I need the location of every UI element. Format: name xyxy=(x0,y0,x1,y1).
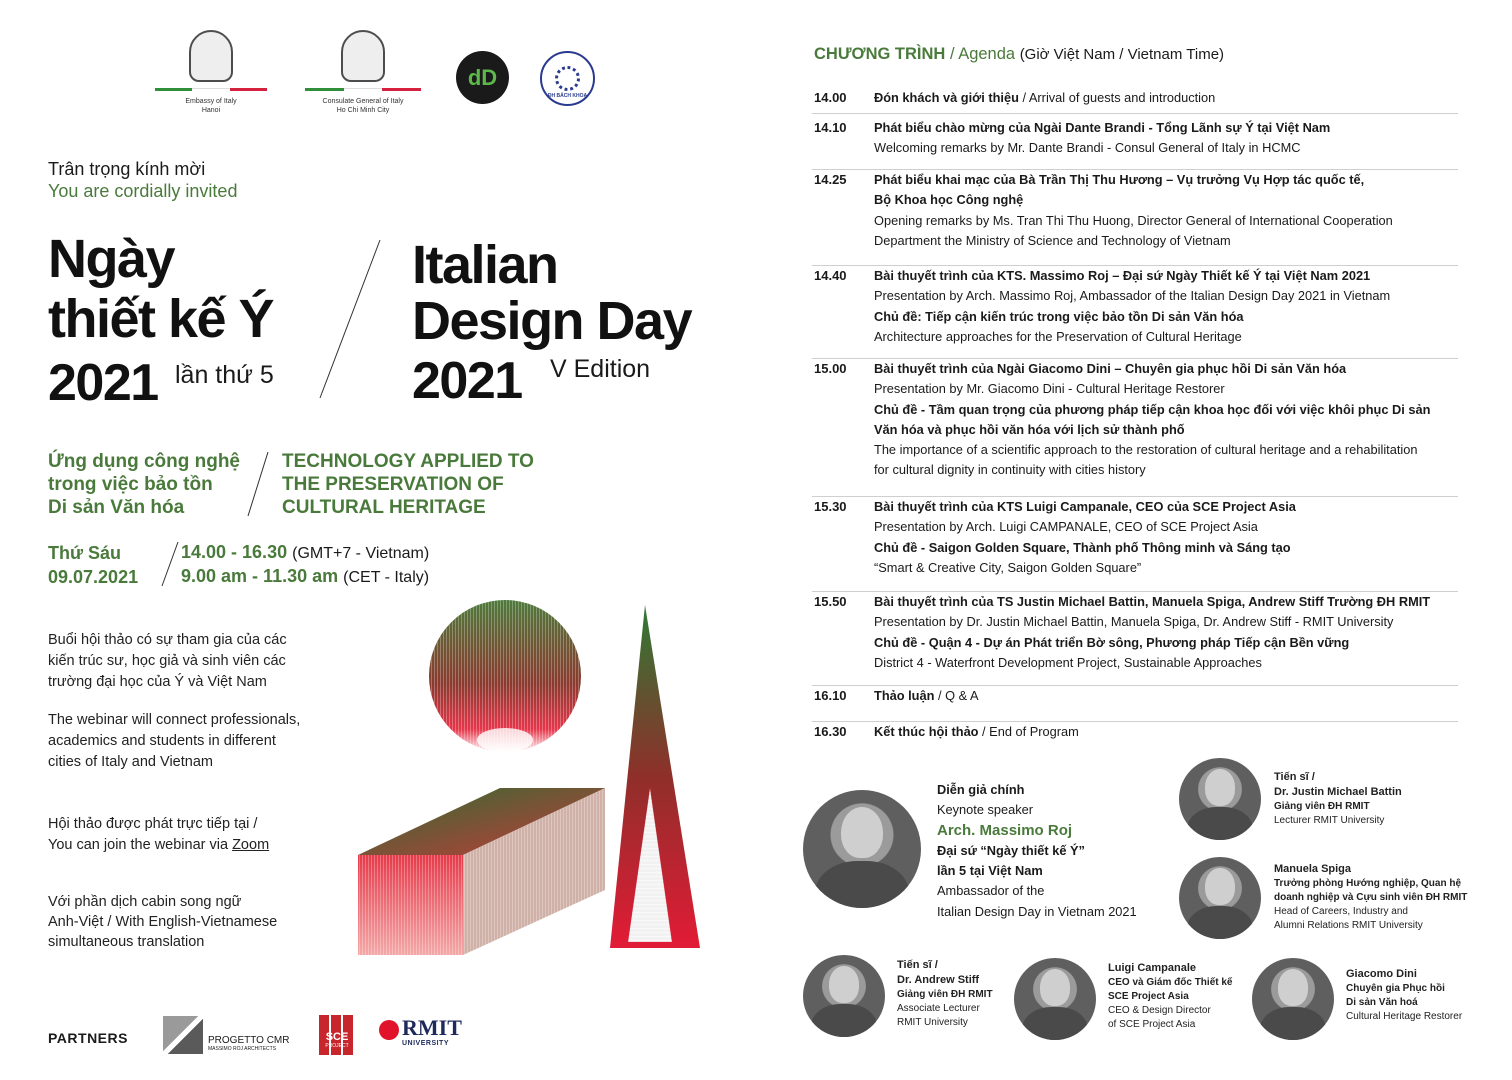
description-line: academics and students in different xyxy=(48,733,276,749)
agenda-line-vn: Thảo luận xyxy=(874,688,935,703)
speaker-role-en: Cultural Heritage Restorer xyxy=(1346,1011,1463,1022)
progetto-cmr-name: PROGETTO CMR xyxy=(208,1035,290,1046)
agenda-line-vn: Chủ đề - Saigon Golden Square, Thành phố Thông minh và Sáng tạo xyxy=(874,539,1291,555)
logo-caption: Ho Chi Minh City xyxy=(336,107,390,114)
time-vietnam-zone: (GMT+7 - Vietnam) xyxy=(292,545,430,562)
invite-en: You are cordially invited xyxy=(48,181,238,201)
description-line: The webinar will connect professionals, xyxy=(48,712,301,728)
hero-en-line2: Design Day xyxy=(412,291,692,351)
speaker-role-en: Alumni Relations RMIT University xyxy=(1274,920,1423,931)
agenda-row xyxy=(812,722,1458,754)
keynote-role-vn: Đại sứ “Ngày thiết kế Ý” xyxy=(937,842,1085,858)
topic-en-line: TECHNOLOGY APPLIED TO xyxy=(282,451,534,472)
topic-vn xyxy=(48,450,240,519)
progetto-cmr-sub: MASSIMO ROJ ARCHITECTS xyxy=(208,1046,277,1052)
agenda-line-en: / Q & A xyxy=(934,688,979,703)
agenda-time: 14.10 xyxy=(814,120,847,135)
dd-logo xyxy=(456,51,509,104)
agenda-line xyxy=(874,266,1464,286)
agenda-line xyxy=(874,307,1464,327)
agenda-row xyxy=(812,497,1458,592)
time-vietnam xyxy=(181,540,429,566)
agenda-line-en: Presentation by Arch. Massimo Roj, Ambassador of the Italian Design Day 2021 in Vietnam xyxy=(874,288,1391,304)
time-vietnam-range: 14.00 - 16.30 xyxy=(181,542,288,562)
speaker-battin-photo xyxy=(1179,758,1261,840)
italy-emblem-icon xyxy=(189,30,233,82)
live-stream-en: You can join the webinar via xyxy=(48,837,229,853)
event-day: Thứ Sáu xyxy=(48,543,122,563)
agenda-line-vn: Kết thúc hội thảo xyxy=(874,724,979,739)
progetto-cmr-logo xyxy=(208,1035,289,1053)
agenda-time: 15.50 xyxy=(814,594,847,609)
agenda-row xyxy=(812,686,1458,722)
agenda-line-vn: Chủ đề - Quận 4 - Dự án Phát triển Bờ sông, Phương pháp Tiếp cận Bền vững xyxy=(874,634,1350,650)
agenda-line xyxy=(874,118,1464,138)
speaker-role-vn: SCE Project Asia xyxy=(1108,991,1189,1002)
box-shape xyxy=(358,788,605,955)
spire-shape xyxy=(610,605,700,948)
agenda-text xyxy=(874,722,1464,742)
italy-flag-line xyxy=(155,88,267,91)
speaker-role-en: RMIT University xyxy=(897,1017,968,1028)
hero-divider-slash xyxy=(318,240,382,400)
agenda-line xyxy=(874,497,1464,517)
keynote-role-vn: lần 5 tại Việt Nam xyxy=(937,863,1043,879)
rmit-logo xyxy=(402,1017,462,1049)
agenda-text xyxy=(874,88,1464,108)
agenda-time: 16.30 xyxy=(814,724,847,739)
speaker-role-en: of SCE Project Asia xyxy=(1108,1019,1196,1030)
agenda-text xyxy=(874,170,1464,251)
agenda-line-en: “Smart & Creative City, Saigon Golden Square” xyxy=(874,559,1142,575)
agenda-line xyxy=(874,440,1464,460)
time-italy xyxy=(181,564,429,590)
translation-line: Anh-Việt / With English-Vietnamese xyxy=(48,914,278,930)
agenda-line xyxy=(874,538,1464,558)
hero-en-edition: V Edition xyxy=(550,355,651,383)
sphere-shape xyxy=(429,600,581,752)
agenda-line-vn: Văn hóa và phục hồi văn hóa với lịch sử thành phố xyxy=(874,421,1185,437)
speaker-role-en: CEO & Design Director xyxy=(1108,1005,1211,1016)
agenda-time: 14.00 xyxy=(814,90,847,105)
agenda-line-vn: Bài thuyết trình của KTS Luigi Campanale, CEO của SCE Project Asia xyxy=(874,499,1296,514)
agenda-line-en: for cultural dignity in continuity with cities history xyxy=(874,462,1146,478)
agenda-line-en: Department the Ministry of Science and Technology of Vietnam xyxy=(874,232,1231,248)
speaker-dini-info xyxy=(1346,967,1462,1024)
agenda-row xyxy=(812,118,1458,170)
agenda-text xyxy=(874,118,1464,159)
agenda-line-en: Opening remarks by Ms. Tran Thi Thu Huong, Director General of International Cooperation xyxy=(874,212,1393,228)
agenda-line-vn: Bộ Khoa học Công nghệ xyxy=(874,192,1024,208)
speaker-title: Tiến sĩ / xyxy=(897,959,938,971)
agenda-line-en: The importance of a scientific approach to the restoration of cultural heritage and a rehabilitation xyxy=(874,442,1418,458)
speaker-name: Giacomo Dini xyxy=(1346,968,1417,980)
live-stream-info xyxy=(48,814,269,856)
agenda-title-tz: (Giờ Việt Nam / Vietnam Time) xyxy=(1019,46,1225,63)
hero-en-line1: Italian xyxy=(412,235,558,295)
agenda-line-en: / Arrival of guests and introduction xyxy=(1018,90,1216,105)
speaker-role-vn: Chuyên gia Phục hồi xyxy=(1346,983,1445,994)
hero-vn-line2: thiết kế Ý xyxy=(48,289,274,349)
speaker-dini-photo xyxy=(1252,958,1334,1040)
agenda-line-en: / End of Program xyxy=(978,724,1079,739)
speaker-stiff-info xyxy=(897,958,993,1030)
keynote-name: Arch. Massimo Roj xyxy=(937,821,1073,839)
description-vn xyxy=(48,630,287,693)
keynote-label-vn: Diễn giả chính xyxy=(937,782,1025,797)
agenda-text xyxy=(874,592,1464,673)
hero-en-year: 2021 xyxy=(412,352,522,410)
keynote-label-en: Keynote speaker xyxy=(937,802,1034,818)
agenda-line-en: District 4 - Waterfront Development Project, Sustainable Approaches xyxy=(874,654,1262,670)
agenda-line xyxy=(874,170,1464,190)
agenda-line xyxy=(874,612,1464,632)
speaker-role-en: Associate Lecturer xyxy=(897,1003,980,1014)
logo-embassy-hanoi xyxy=(155,30,267,115)
description-en xyxy=(48,710,300,773)
sce-logo xyxy=(319,1015,355,1055)
agenda-line-en: Presentation by Dr. Justin Michael Battin, Manuela Spiga, Dr. Andrew Stiff - RMIT University xyxy=(874,614,1394,630)
seal-gear-icon xyxy=(555,66,580,91)
keynote-role-en: Italian Design Day in Vietnam 2021 xyxy=(937,903,1137,919)
topic-vn-line: Ứng dụng công nghệ xyxy=(48,451,241,472)
agenda-line-en: Presentation by Mr. Giacomo Dini - Cultural Heritage Restorer xyxy=(874,381,1225,397)
agenda-line xyxy=(874,211,1464,231)
logo-caption: Consulate General of Italy xyxy=(322,98,404,105)
agenda-line xyxy=(874,138,1464,158)
agenda-line-vn: Chủ đề - Tầm quan trọng của phương pháp tiếp cận khoa học đối với việc khôi phục Di sản xyxy=(874,401,1431,417)
agenda-line xyxy=(874,88,1464,108)
agenda-line-vn: Bài thuyết trình của Ngài Giacomo Dini – Chuyên gia phục hồi Di sản Văn hóa xyxy=(874,361,1347,376)
agenda-line xyxy=(874,653,1464,673)
university-seal-logo xyxy=(540,51,595,106)
keynote-photo xyxy=(803,790,921,908)
agenda-line xyxy=(874,327,1464,347)
agenda-line-vn: Phát biểu khai mạc của Bà Trần Thị Thu Hương – Vụ trưởng Vụ Hợp tác quốc tế, xyxy=(874,172,1365,187)
dd-logo-text: dD xyxy=(467,65,498,90)
speaker-role-en: Head of Careers, Industry and xyxy=(1274,906,1408,917)
speaker-name: Manuela Spiga xyxy=(1274,863,1352,875)
speaker-role-vn: Giảng viên ĐH RMIT xyxy=(897,989,993,1000)
agenda-row xyxy=(812,592,1458,686)
description-line: cities of Italy and Vietnam xyxy=(48,754,213,770)
rmit-icon xyxy=(379,1020,399,1040)
speaker-role-vn: CEO và Giám đốc Thiết kế xyxy=(1108,977,1233,988)
time-italy-zone: (CET - Italy) xyxy=(343,569,430,586)
agenda-line xyxy=(874,359,1464,379)
agenda-line xyxy=(874,558,1464,578)
description-line: kiến trúc sư, học giả và sinh viên các xyxy=(48,653,286,669)
agenda-line xyxy=(874,190,1464,210)
agenda-time: 15.00 xyxy=(814,361,847,376)
speaker-title: Tiến sĩ / xyxy=(1274,771,1315,783)
agenda-line-vn: Đón khách và giới thiệu xyxy=(874,90,1019,105)
sce-logo-sub: PROJECT xyxy=(325,1043,349,1049)
artwork-illustration xyxy=(350,600,710,960)
agenda-time: 16.10 xyxy=(814,688,847,703)
speaker-campanale-photo xyxy=(1014,958,1096,1040)
agenda-line xyxy=(874,400,1464,420)
agenda-text xyxy=(874,686,1464,706)
logo-consulate-hcmc xyxy=(305,30,421,115)
speaker-spiga-info xyxy=(1274,862,1467,933)
rmit-sub: UNIVERSITY xyxy=(402,1040,450,1047)
speaker-role-vn: Giảng viên ĐH RMIT xyxy=(1274,801,1370,812)
rmit-name: RMIT xyxy=(402,1015,462,1040)
agenda-row xyxy=(812,88,1458,114)
speaker-role-vn: Di sản Văn hoá xyxy=(1346,997,1418,1008)
agenda-title xyxy=(814,44,1224,65)
agenda-row xyxy=(812,266,1458,359)
agenda-time: 15.30 xyxy=(814,499,847,514)
agenda-line-vn: Phát biểu chào mừng của Ngài Dante Brandi - Tổng Lãnh sự Ý tại Việt Nam xyxy=(874,120,1331,135)
agenda-line-vn: Chủ đề: Tiếp cận kiến trúc trong việc bảo tồn Di sản Văn hóa xyxy=(874,308,1244,324)
agenda-line-en: Welcoming remarks by Mr. Dante Brandi - Consul General of Italy in HCMC xyxy=(874,140,1301,156)
sce-logo-text: SCE xyxy=(325,1031,349,1043)
keynote-info xyxy=(937,780,1137,922)
agenda-line-en: Architecture approaches for the Preservation of Cultural Heritage xyxy=(874,328,1242,344)
topic-en-line: THE PRESERVATION OF xyxy=(282,474,504,495)
agenda-line-vn: Bài thuyết trình của TS Justin Michael Battin, Manuela Spiga, Andrew Stiff Trường ĐH RMIT xyxy=(874,594,1431,609)
agenda-line xyxy=(874,286,1464,306)
hero-vn-year: 2021 xyxy=(48,354,158,412)
agenda-line-vn: Bài thuyết trình của KTS. Massimo Roj – Đại sứ Ngày Thiết kế Ý tại Việt Nam 2021 xyxy=(874,268,1371,283)
agenda-line xyxy=(874,420,1464,440)
agenda-line xyxy=(874,633,1464,653)
live-stream-vn: Hội thảo được phát trực tiếp tại / xyxy=(48,816,258,832)
hero-vn-line1: Ngày xyxy=(48,229,175,289)
date-divider-slash xyxy=(160,542,180,588)
progetto-cmr-icon xyxy=(163,1016,203,1054)
speaker-role-vn: Trưởng phòng Hướng nghiệp, Quan hệ xyxy=(1274,878,1462,889)
hero-vn-edition: lần thứ 5 xyxy=(175,361,274,389)
speaker-battin-info xyxy=(1274,770,1402,828)
speaker-campanale-info xyxy=(1108,961,1232,1032)
agenda-title-en: / Agenda xyxy=(949,45,1016,63)
translation-line: simultaneous translation xyxy=(48,934,205,950)
agenda-row xyxy=(812,170,1458,266)
description-line: Buổi hội thảo có sự tham gia của các xyxy=(48,632,287,648)
time-italy-range: 9.00 am - 11.30 am xyxy=(181,566,339,586)
topic-en xyxy=(282,450,534,519)
agenda-title-vn: CHƯƠNG TRÌNH xyxy=(814,45,946,63)
agenda-time: 14.25 xyxy=(814,172,847,187)
agenda-line xyxy=(874,517,1464,537)
translation-info xyxy=(48,892,277,952)
logo-caption: Embassy of Italy xyxy=(185,98,237,105)
topic-en-line: CULTURAL HERITAGE xyxy=(282,497,486,518)
agenda-line xyxy=(874,460,1464,480)
italy-emblem-icon xyxy=(341,30,385,82)
speaker-stiff-photo xyxy=(803,955,885,1037)
topic-divider-slash xyxy=(246,452,270,518)
agenda-line xyxy=(874,231,1464,251)
topic-vn-line: Di sản Văn hóa xyxy=(48,497,185,518)
keynote-role-en: Ambassador of the xyxy=(937,883,1045,899)
speaker-name: Dr. Justin Michael Battin xyxy=(1274,786,1402,798)
agenda-time: 14.40 xyxy=(814,268,847,283)
speaker-name: Dr. Andrew Stiff xyxy=(897,974,980,986)
translation-line: Với phần dịch cabin song ngữ xyxy=(48,894,242,910)
agenda-text xyxy=(874,359,1464,481)
zoom-link[interactable]: Zoom xyxy=(232,837,270,853)
partners-label: PARTNERS xyxy=(48,1030,128,1046)
invite-vn: Trân trọng kính mời xyxy=(48,159,206,179)
agenda-text xyxy=(874,266,1464,347)
event-date: 09.07.2021 xyxy=(48,567,139,587)
agenda-text xyxy=(874,497,1464,578)
italy-flag-line xyxy=(305,88,421,91)
speaker-name: Luigi Campanale xyxy=(1108,962,1197,974)
agenda-line xyxy=(874,686,1464,706)
description-line: trường đại học của Ý và Việt Nam xyxy=(48,674,267,690)
logo-caption: Hanoi xyxy=(201,107,221,114)
agenda-line xyxy=(874,379,1464,399)
speaker-role-vn: doanh nghiệp và Cựu sinh viên ĐH RMIT xyxy=(1274,892,1468,903)
speaker-spiga-photo xyxy=(1179,857,1261,939)
topic-vn-line: trong việc bảo tồn xyxy=(48,474,213,495)
agenda-row xyxy=(812,359,1458,497)
agenda-line xyxy=(874,722,1464,742)
agenda-line-en: Presentation by Arch. Luigi CAMPANALE, CEO of SCE Project Asia xyxy=(874,519,1258,535)
agenda-line xyxy=(874,592,1464,612)
speaker-role-en: Lecturer RMIT University xyxy=(1274,815,1385,826)
seal-text: ĐH BÁCH KHOA xyxy=(547,93,588,99)
